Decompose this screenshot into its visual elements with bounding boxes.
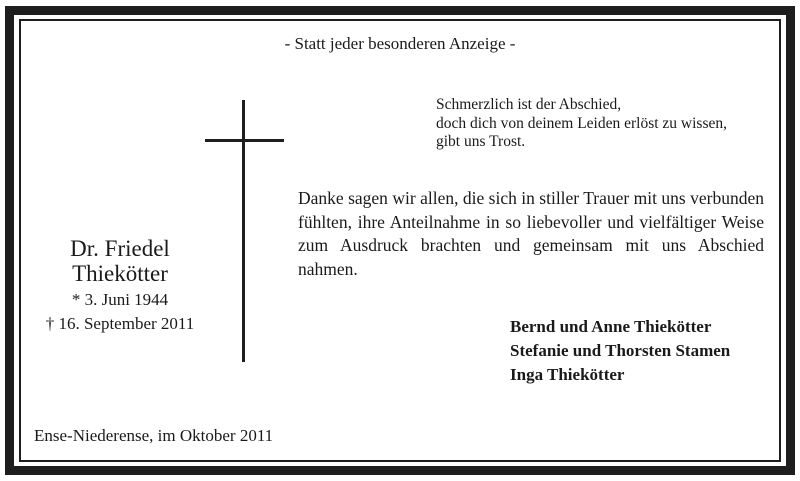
quote (436, 96, 727, 152)
quote-line: Schmerzlich ist der Abschied, (436, 96, 622, 113)
signer: Bernd und Anne Thiekötter (510, 317, 712, 336)
deceased-last-name: Thiekötter (72, 261, 168, 286)
birth-date: * 3. Juni 1944 (71, 290, 169, 309)
place-date: Ense-Niederense, im Oktober 2011 (34, 426, 274, 445)
signers (510, 315, 730, 387)
death-date: † 16. September 2011 (45, 314, 195, 333)
deceased-first-name: Dr. Friedel (70, 236, 170, 261)
cross-icon-bar (205, 139, 284, 142)
signer: Inga Thiekötter (510, 365, 625, 384)
signer: Stefanie und Thorsten Stamen (510, 341, 731, 360)
thanks-paragraph: Danke sagen wir allen, die sich in stiller Trauer mit uns verbunden fühlten, ihre Anteilnahme in so liebevoller und vielfältiger Weise zum Ausdruck brachten und gemeinsam mit uns Abschied nahmen. (298, 188, 764, 279)
quote-line: doch dich von deinem Leiden erlöst zu wissen, (436, 114, 727, 132)
header-text: - Statt jeder besonderen Anzeige - (284, 34, 516, 53)
quote-line: gibt uns Trost. (436, 133, 526, 150)
